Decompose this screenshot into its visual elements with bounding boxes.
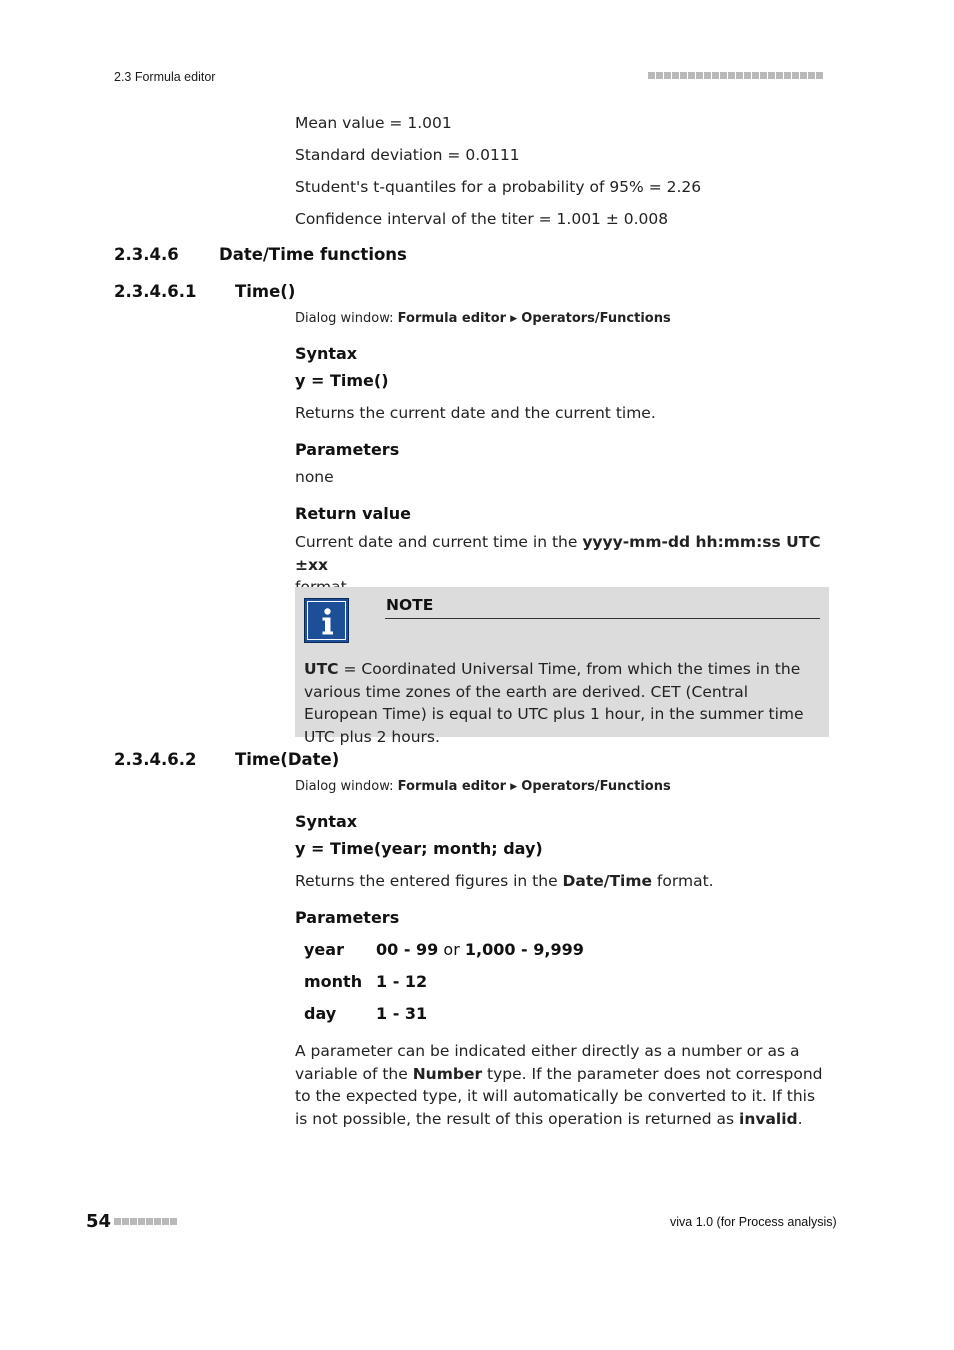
dialog-path-operators: Operators/Functions	[521, 311, 671, 326]
time-return-value: Current date and current time in the yyyy-mm-dd hh:mm:ss UTC ±xx	[295, 533, 821, 574]
time-date-heading	[114, 750, 339, 769]
footer-product: viva 1.0 (for Process analysis)	[670, 1215, 837, 1229]
time-date-title: Time(Date)	[235, 750, 340, 769]
dialog-prefix: Dialog window:	[295, 311, 398, 326]
decor-square	[130, 1218, 137, 1225]
time-dialog-path	[295, 311, 671, 326]
note-text: UTC = Coordinated Universal Time, from which the times in the various time zones of the earth are derived. CET (Central European Time) is equal to UTC plus 1 hour, in the summer time UTC plus 2 hours.	[304, 660, 804, 746]
param-range: 1 - 31	[376, 1004, 428, 1023]
note-box	[295, 587, 829, 746]
decor-square	[688, 72, 695, 79]
decor-square	[728, 72, 735, 79]
info-icon	[304, 598, 349, 643]
note-lead: UTC	[304, 660, 339, 678]
decor-square	[704, 72, 711, 79]
time-title: Time()	[235, 282, 296, 301]
decor-square	[752, 72, 759, 79]
time-description: Returns the current date and the current time.	[295, 404, 656, 422]
path-arrow-icon: ▶	[510, 314, 518, 324]
param-name: month	[304, 972, 363, 991]
time-params: none	[295, 468, 334, 486]
page-number: 54	[86, 1211, 112, 1232]
section-number: 2.3.4.6	[114, 245, 179, 264]
decor-square	[768, 72, 775, 79]
decor-square	[760, 72, 767, 79]
param-name: day	[304, 1004, 337, 1023]
time-return-heading: Return value	[295, 504, 412, 523]
decor-square	[808, 72, 815, 79]
footer-decoration	[114, 1218, 177, 1225]
time-date-description: Returns the entered figures in the Date/Time format.	[295, 872, 714, 890]
time-params-heading: Parameters	[295, 440, 400, 459]
decor-square	[720, 72, 727, 79]
decor-square	[800, 72, 807, 79]
param-name: year	[304, 940, 344, 959]
path-arrow-icon: ▶	[510, 782, 518, 792]
intro-line-stddev: Standard deviation = 0.0111	[295, 146, 520, 164]
decor-square	[162, 1218, 169, 1225]
time-date-syntax-heading: Syntax	[295, 812, 358, 831]
time-syntax: y = Time()	[295, 371, 389, 390]
decor-square	[816, 72, 823, 79]
decor-square	[146, 1218, 153, 1225]
decor-square	[696, 72, 703, 79]
time-heading	[114, 282, 295, 301]
decor-square	[736, 72, 743, 79]
running-header-section: 2.3 Formula editor	[114, 70, 216, 84]
decor-square	[680, 72, 687, 79]
intro-line-confidence: Confidence interval of the titer = 1.001 ± 0.008	[295, 210, 669, 228]
time-date-syntax: y = Time(year; month; day)	[295, 839, 543, 858]
decor-square	[664, 72, 671, 79]
decor-square	[122, 1218, 129, 1225]
dialog-path-formula-editor: Formula editor	[397, 311, 507, 326]
decor-square	[672, 72, 679, 79]
time-syntax-heading: Syntax	[295, 344, 358, 363]
dialog-path-operators: Operators/Functions	[521, 779, 671, 794]
note-divider	[385, 618, 820, 619]
time-date-params-heading: Parameters	[295, 908, 400, 927]
decor-square	[138, 1218, 145, 1225]
param-range: 00 - 99 or 1,000 - 9,999	[376, 940, 584, 959]
decor-square	[170, 1218, 177, 1225]
decor-square	[784, 72, 791, 79]
decor-square	[656, 72, 663, 79]
time-date-paragraph: A parameter can be indicated either directly as a number or as a variable of the Number type. If the parameter does not correspond to the expected type, it will automatically be converted to it. If this is not possible, the result of this operation is returned as invalid.	[295, 1042, 823, 1128]
decor-square	[648, 72, 655, 79]
decor-square	[114, 1218, 121, 1225]
decor-square	[712, 72, 719, 79]
param-range: 1 - 12	[376, 972, 428, 991]
time-number: 2.3.4.6.1	[114, 282, 197, 301]
intro-line-tquantile: Student's t-quantiles for a probability of 95% = 2.26	[295, 178, 702, 196]
return-format: yyyy-mm-dd hh:mm:ss UTC ±xx	[295, 533, 821, 574]
header-decoration	[648, 72, 829, 80]
decor-square	[154, 1218, 161, 1225]
decor-square	[792, 72, 799, 79]
decor-square	[744, 72, 751, 79]
intro-line-mean: Mean value = 1.001	[295, 114, 452, 132]
section-title: Date/Time functions	[219, 245, 407, 264]
note-title: NOTE	[386, 596, 434, 614]
time-date-dialog-path	[295, 779, 671, 794]
decor-square	[776, 72, 783, 79]
section-heading	[114, 245, 407, 264]
dialog-path-formula-editor: Formula editor	[397, 779, 507, 794]
time-date-number: 2.3.4.6.2	[114, 750, 197, 769]
dialog-prefix: Dialog window:	[295, 779, 398, 794]
